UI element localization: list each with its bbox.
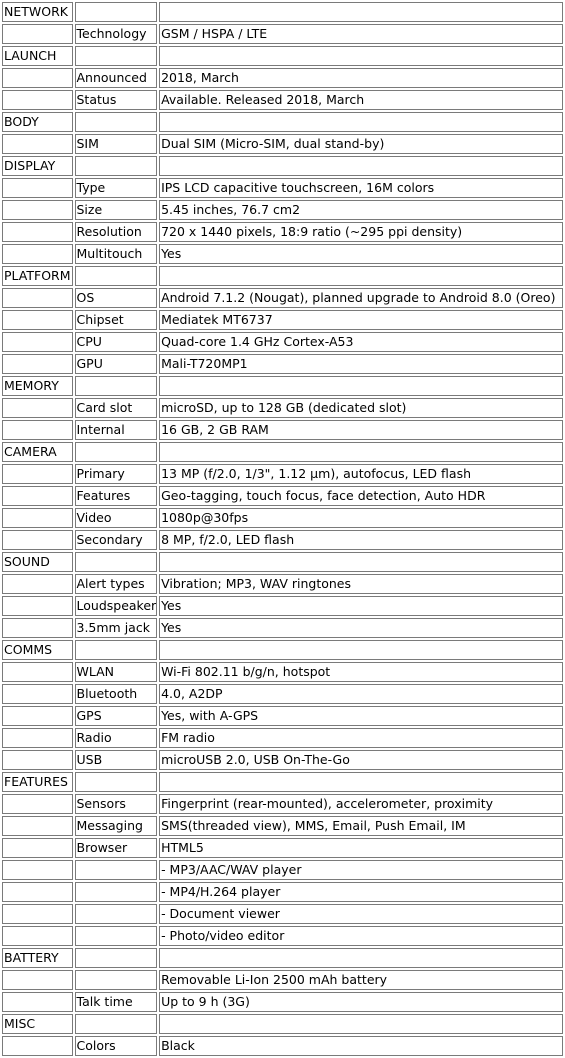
empty-cell (75, 46, 158, 66)
section-header-row (2, 112, 563, 132)
empty-cell (75, 2, 158, 22)
empty-cell (2, 596, 73, 616)
spec-label: Bluetooth (75, 684, 158, 704)
spec-label: Features (75, 486, 158, 506)
spec-label: Video (75, 508, 158, 528)
spec-row (2, 332, 563, 352)
spec-label: Alert types (75, 574, 158, 594)
spec-row (2, 662, 563, 682)
spec-label: Internal (75, 420, 158, 440)
section-header-row (2, 640, 563, 660)
spec-label: Type (75, 178, 158, 198)
spec-label: Colors (75, 1036, 158, 1056)
spec-value: 8 MP, f/2.0, LED flash (159, 530, 563, 550)
spec-value: Yes (159, 244, 563, 264)
spec-row (2, 970, 563, 990)
spec-value: Mediatek MT6737 (159, 310, 563, 330)
spec-value: Yes (159, 618, 563, 638)
spec-value: Mali-T720MP1 (159, 354, 563, 374)
empty-cell (75, 1014, 158, 1034)
empty-cell (75, 772, 158, 792)
empty-cell (2, 816, 73, 836)
empty-cell (75, 640, 158, 660)
empty-cell (2, 904, 73, 924)
section-header-row (2, 156, 563, 176)
spec-value: Yes, with A-GPS (159, 706, 563, 726)
spec-value: Quad-core 1.4 GHz Cortex-A53 (159, 332, 563, 352)
spec-table-body (2, 2, 563, 1056)
spec-label: Sensors (75, 794, 158, 814)
spec-row (2, 354, 563, 374)
spec-value: Dual SIM (Micro-SIM, dual stand-by) (159, 134, 563, 154)
spec-value: - MP4/H.264 player (159, 882, 563, 902)
spec-value: 5.45 inches, 76.7 cm2 (159, 200, 563, 220)
spec-value: 720 x 1440 pixels, 18:9 ratio (~295 ppi density) (159, 222, 563, 242)
empty-cell (2, 882, 73, 902)
section-title: CAMERA (2, 442, 73, 462)
spec-label: GPU (75, 354, 158, 374)
spec-row (2, 860, 563, 880)
section-header-row (2, 376, 563, 396)
empty-cell (159, 442, 563, 462)
empty-cell (2, 530, 73, 550)
empty-cell (2, 728, 73, 748)
empty-cell (2, 684, 73, 704)
empty-cell (2, 706, 73, 726)
empty-cell (75, 442, 158, 462)
empty-cell (2, 222, 73, 242)
empty-cell (2, 486, 73, 506)
spec-label: Secondary (75, 530, 158, 550)
spec-row (2, 134, 563, 154)
spec-label: Loudspeaker (75, 596, 158, 616)
spec-value: - Photo/video editor (159, 926, 563, 946)
empty-cell (2, 838, 73, 858)
section-title: BATTERY (2, 948, 73, 968)
empty-cell (2, 860, 73, 880)
spec-value: Geo-tagging, touch focus, face detection, Auto HDR (159, 486, 563, 506)
empty-cell (75, 112, 158, 132)
spec-row (2, 530, 563, 550)
empty-cell (2, 90, 73, 110)
empty-cell (2, 24, 73, 44)
empty-cell (159, 156, 563, 176)
empty-cell (2, 200, 73, 220)
spec-row (2, 992, 563, 1012)
empty-cell (75, 266, 158, 286)
spec-row (2, 1036, 563, 1056)
spec-row (2, 464, 563, 484)
empty-cell (75, 376, 158, 396)
spec-value: SMS(threaded view), MMS, Email, Push Email, IM (159, 816, 563, 836)
spec-row (2, 24, 563, 44)
empty-cell (75, 552, 158, 572)
spec-row (2, 178, 563, 198)
spec-row (2, 486, 563, 506)
empty-cell (2, 288, 73, 308)
empty-cell (159, 2, 563, 22)
empty-cell (2, 398, 73, 418)
empty-cell (75, 948, 158, 968)
spec-row (2, 816, 563, 836)
section-header-row (2, 552, 563, 572)
spec-label (75, 860, 158, 880)
empty-cell (2, 178, 73, 198)
empty-cell (2, 662, 73, 682)
spec-value: Android 7.1.2 (Nougat), planned upgrade to Android 8.0 (Oreo) (159, 288, 563, 308)
spec-value: - Document viewer (159, 904, 563, 924)
empty-cell (2, 68, 73, 88)
section-title: SOUND (2, 552, 73, 572)
empty-cell (2, 970, 73, 990)
spec-row (2, 904, 563, 924)
spec-label: USB (75, 750, 158, 770)
empty-cell (159, 46, 563, 66)
spec-label: Browser (75, 838, 158, 858)
spec-label: Status (75, 90, 158, 110)
spec-label (75, 926, 158, 946)
spec-value: 2018, March (159, 68, 563, 88)
section-header-row (2, 266, 563, 286)
spec-row (2, 926, 563, 946)
spec-row (2, 398, 563, 418)
section-header-row (2, 1014, 563, 1034)
empty-cell (2, 574, 73, 594)
empty-cell (2, 508, 73, 528)
spec-row (2, 310, 563, 330)
spec-label: SIM (75, 134, 158, 154)
spec-value: FM radio (159, 728, 563, 748)
empty-cell (2, 794, 73, 814)
spec-value: Fingerprint (rear-mounted), accelerometer, proximity (159, 794, 563, 814)
empty-cell (75, 156, 158, 176)
empty-cell (2, 1036, 73, 1056)
spec-label (75, 970, 158, 990)
spec-label: Resolution (75, 222, 158, 242)
spec-label: Talk time (75, 992, 158, 1012)
spec-label (75, 882, 158, 902)
spec-row (2, 420, 563, 440)
spec-value: microSD, up to 128 GB (dedicated slot) (159, 398, 563, 418)
section-title: PLATFORM (2, 266, 73, 286)
spec-label: Chipset (75, 310, 158, 330)
empty-cell (159, 640, 563, 660)
spec-value: HTML5 (159, 838, 563, 858)
section-header-row (2, 772, 563, 792)
spec-row (2, 706, 563, 726)
spec-label (75, 904, 158, 924)
section-title: LAUNCH (2, 46, 73, 66)
spec-label: Primary (75, 464, 158, 484)
spec-label: CPU (75, 332, 158, 352)
section-title: MEMORY (2, 376, 73, 396)
spec-row (2, 68, 563, 88)
spec-row (2, 684, 563, 704)
section-title: NETWORK (2, 2, 73, 22)
spec-value: GSM / HSPA / LTE (159, 24, 563, 44)
empty-cell (159, 1014, 563, 1034)
spec-row (2, 728, 563, 748)
spec-value: 13 MP (f/2.0, 1/3", 1.12 µm), autofocus, LED flash (159, 464, 563, 484)
spec-row (2, 794, 563, 814)
section-title: BODY (2, 112, 73, 132)
section-title: DISPLAY (2, 156, 73, 176)
spec-label: OS (75, 288, 158, 308)
spec-row (2, 596, 563, 616)
empty-cell (159, 112, 563, 132)
spec-label: GPS (75, 706, 158, 726)
spec-value: 4.0, A2DP (159, 684, 563, 704)
spec-value: microUSB 2.0, USB On-The-Go (159, 750, 563, 770)
section-header-row (2, 948, 563, 968)
empty-cell (2, 244, 73, 264)
spec-row (2, 882, 563, 902)
section-header-row (2, 442, 563, 462)
empty-cell (2, 134, 73, 154)
spec-row (2, 838, 563, 858)
section-title: MISC (2, 1014, 73, 1034)
spec-label: Size (75, 200, 158, 220)
spec-row (2, 288, 563, 308)
empty-cell (2, 992, 73, 1012)
spec-value: Yes (159, 596, 563, 616)
section-title: COMMS (2, 640, 73, 660)
empty-cell (2, 926, 73, 946)
empty-cell (2, 332, 73, 352)
spec-row (2, 508, 563, 528)
spec-value: Black (159, 1036, 563, 1056)
empty-cell (159, 772, 563, 792)
spec-row (2, 222, 563, 242)
spec-value: Removable Li-Ion 2500 mAh battery (159, 970, 563, 990)
section-title: FEATURES (2, 772, 73, 792)
spec-label: Card slot (75, 398, 158, 418)
empty-cell (2, 750, 73, 770)
spec-label: 3.5mm jack (75, 618, 158, 638)
spec-row (2, 574, 563, 594)
spec-value: 1080p@30fps (159, 508, 563, 528)
spec-label: Technology (75, 24, 158, 44)
spec-label: Radio (75, 728, 158, 748)
empty-cell (2, 354, 73, 374)
empty-cell (159, 948, 563, 968)
empty-cell (159, 266, 563, 286)
spec-value: Wi-Fi 802.11 b/g/n, hotspot (159, 662, 563, 682)
section-header-row (2, 2, 563, 22)
spec-value: - MP3/AAC/WAV player (159, 860, 563, 880)
empty-cell (2, 420, 73, 440)
empty-cell (159, 552, 563, 572)
empty-cell (159, 376, 563, 396)
spec-label: Messaging (75, 816, 158, 836)
spec-row (2, 618, 563, 638)
spec-value: Vibration; MP3, WAV ringtones (159, 574, 563, 594)
spec-label: Multitouch (75, 244, 158, 264)
empty-cell (2, 464, 73, 484)
spec-row (2, 90, 563, 110)
empty-cell (2, 310, 73, 330)
spec-value: IPS LCD capacitive touchscreen, 16M colors (159, 178, 563, 198)
spec-value: Up to 9 h (3G) (159, 992, 563, 1012)
spec-label: Announced (75, 68, 158, 88)
spec-label: WLAN (75, 662, 158, 682)
spec-value: Available. Released 2018, March (159, 90, 563, 110)
section-header-row (2, 46, 563, 66)
spec-value: 16 GB, 2 GB RAM (159, 420, 563, 440)
spec-row (2, 750, 563, 770)
spec-row (2, 244, 563, 264)
empty-cell (2, 618, 73, 638)
spec-row (2, 200, 563, 220)
